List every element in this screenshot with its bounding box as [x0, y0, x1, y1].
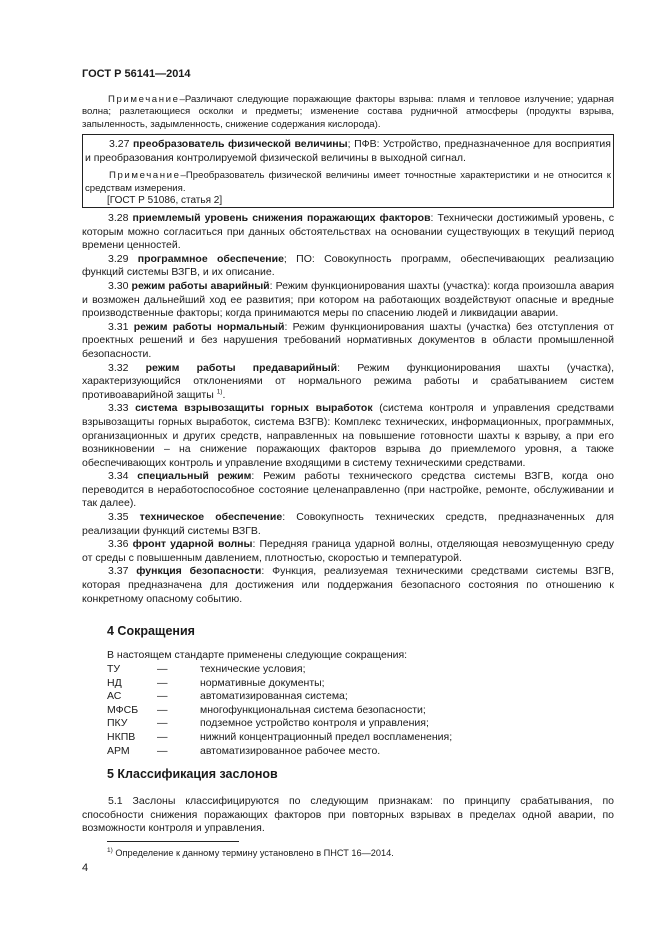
footnote-divider [107, 841, 239, 842]
term-entry: 3.30 режим работы аварийный: Режим функционирования шахты (участка): когда произошла авария и возможен дальнейший ход ее развития; при котором на работающих воздействуют опасные и вредные производственные факторы; когда принимаются меры по спасению людей и ликвидации аварии. [82, 279, 615, 320]
section-heading-4: 4 Сокращения [107, 624, 195, 638]
term-entry: 3.31 режим работы нормальный: Режим функционирования шахты (участка) без отступления от проектных решений и без нарушения требований нормативных документов в области промышленной безопасности. [82, 320, 614, 360]
abbreviation-list [107, 663, 452, 758]
page-number: 4 [82, 862, 89, 874]
footnote-ref: 1) [216, 388, 223, 396]
term-entry: 3.34 специальный режим: Режим работы технического средства системы ВЗГВ, когда оно переводится в неработоспособное состояние целенаправленно (при настройке, ремонте, обслуживании и так далее). [82, 470, 614, 510]
term-entry: 3.36 фронт ударной волны: Передняя граница ударной волны, отделяющая невозмущенную среду от среды с повышенным давлением, плотностью, скоростью и температурой. [82, 538, 614, 564]
document-header: ГОСТ Р 56141—2014 [82, 68, 191, 80]
abbr-intro: В настоящем стандарте применены следующие сокращения: [107, 649, 408, 661]
list-item: ТУ — технические условия; [107, 663, 306, 675]
terms-list [82, 212, 614, 606]
footnote: $^{1)}$ Определение к данному термину установлено в ПНСТ 16—2014. [107, 846, 394, 858]
section-heading-5: 5 Классификация заслонов [107, 767, 278, 781]
note-text: Различают следующие поражающие факторы взрыва: пламя и тепловое излучение; ударная волна; разлетающиеся осколки и предметы; изменение состава рудничной атмосферы (продукты взрыва, запыленность, задымленность, снижение содержания кислорода). [82, 94, 614, 130]
list-item: НД — нормативные документы; [107, 676, 325, 689]
term-entry: 3.32 режим работы предаварийный: Режим функционирования шахты (участка), характеризующийся отклонениями от нормального режима работы и срабатыванием систем противоаварийной защиты $^{1)}$. [82, 361, 614, 401]
list-item: АРМ — автоматизированное рабочее место. [107, 744, 381, 757]
term-entry: 3.33 система взрывозащиты горных выработок (система контроля и управления средствами взрывозащиты горных выработок, система ВЗГВ): Комплекс технических, информационных, программных, организационных и других средств, направленных на повышение готовности шахты к взрыву, а при его возникновении – на снижение поражающих факторов взрыва до приемлемого уровня, а также обеспечивающих контроль и управление входящими в систему техническими средствами. [82, 402, 615, 469]
term-entry: 3.29 программное обеспечение; ПО: Совокупность программ, обеспечивающих реализацию функций системы ВЗГВ, и их описание. [82, 252, 614, 279]
term-entry: 3.35 техническое обеспечение: Совокупность технических средств, предназначенных для реализации функций системы ВЗГВ. [82, 511, 614, 537]
note-label: Примечание [108, 94, 180, 105]
term-box-3-27: 3.27 преобразователь физической величины; ПФВ: Устройство, предназначенное для восприятия и преобразования контролируемой физической величины в выходной сигнал. Примечание–Преобразователь физической величины имеет точностные характеристики и не относится к средствам измерения. [82, 134, 614, 208]
list-item: НКПВ — нижний концентрационный предел воспламенения; [107, 730, 453, 743]
term-source: [ГОСТ Р 51086, статья 2] [107, 195, 223, 206]
note-label: Примечание [109, 170, 181, 182]
term-entry: 3.28 приемлемый уровень снижения поражающих факторов: Технически достижимый уровень, с которым можно согласиться при данных обстоятельствах на основании существующих в текущий период времени ценностей. [82, 212, 614, 252]
term-name: преобразователь физической величины [132, 138, 348, 150]
list-item: МФСБ — многофункциональная система безопасности; [107, 703, 426, 716]
term-entry: 3.37 функция безопасности: Функция, реализуемая техническими средствами системы ВЗГВ, которая предназначена для достижения или поддержания безопасного состояния по отношению к конкретному опасному событию. [82, 565, 614, 605]
list-item: АС — автоматизированная система; [107, 690, 348, 703]
list-item: ПКУ — подземное устройство контроля и управления; [107, 717, 429, 730]
section5-text: 5.1 Заслоны классифицируются по следующим признакам: по принципу срабатывания, по способности снижения поражающих факторов при повторных взрывах в пределах одной аварии, по возможности контроля и управления. [82, 795, 614, 835]
note-top: Примечание–Различают следующие поражающие факторы взрыва: пламя и тепловое излучение; ударная волна; разлетающиеся осколки и предметы; изменение состава рудничной атмосферы (продукты взрыва, запыленность, задымленность, снижение содержания кислорода). [82, 94, 614, 130]
